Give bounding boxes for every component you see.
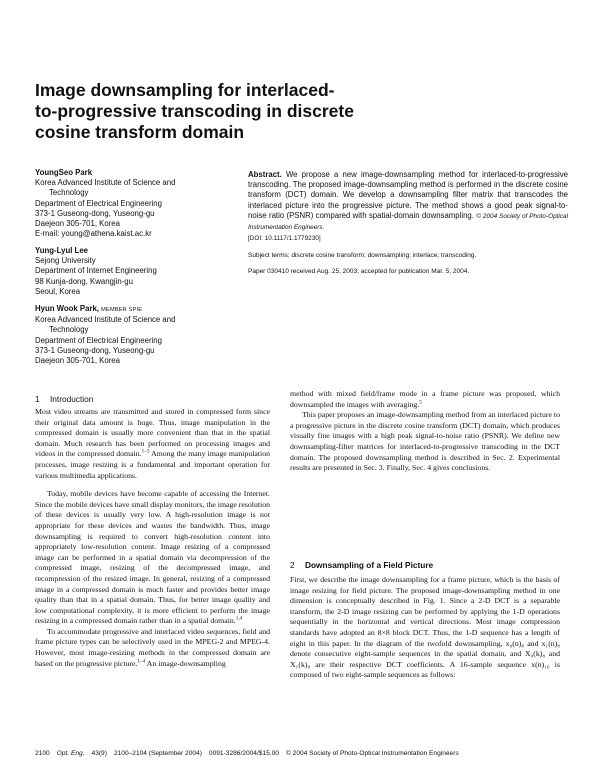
affiliation-line: Technology xyxy=(49,188,89,198)
author-block xyxy=(35,246,157,297)
issn: 0091-3286/2004/$15.00 xyxy=(208,750,279,757)
paper-title xyxy=(35,80,365,143)
paragraph: method with mixed field/frame mode in a frame picture was proposed, which downsampled the images with averaging.$^5$ xyxy=(290,389,560,409)
affiliation-line: Daejeon 305-701, Korea xyxy=(35,219,120,229)
section-heading xyxy=(290,560,433,570)
paragraph: This paper proposes an image-downsampling method from an interlaced picture to a progressive picture in the discrete cosine transform (DCT) domain, which produces visually fine images with a high peak signal-to-noise ratio (PSNR). We define new downsampling-filter matrices for interlaced-to-progressive transcoding in the DCT domain. The proposed downsampling method is described in Sec. 2. Experimental results are presented in Sec. 3. Finally, Sec. 4 gives conclusions. xyxy=(290,410,560,473)
affiliation-line: Korea Advanced Institute of Science and xyxy=(35,315,176,325)
affiliation-line: Technology xyxy=(49,325,89,335)
column-right-body xyxy=(290,389,560,474)
affiliation-line: 98 Kunja-dong, Kwangjin-gu xyxy=(35,276,133,286)
affiliation-line: Department of Electrical Engineering xyxy=(35,335,162,345)
section-number: 1 xyxy=(35,394,40,404)
abstract-label: Abstract. xyxy=(248,170,282,179)
column-left-body xyxy=(35,407,270,669)
author-block xyxy=(35,304,175,366)
paragraph: Most video streams are transmitted and stored in compressed form since their original data amount is huge. Thus, image manipulation in the compressed domain is usually more convenient than that in the spatial domain. Much research has been performed on processing images and videos in the compressed domain.$^{1-3}$ Among the many image manipulation processes, image resizing is a fundamental and important operation for various multimedia applications. xyxy=(35,407,270,480)
affiliation-line: Department of Electrical Engineering xyxy=(35,198,162,208)
affiliation-line: Seoul, Korea xyxy=(35,286,81,296)
journal-name: Opt. Eng. xyxy=(56,750,85,757)
author-name: YoungSeo Park xyxy=(35,168,93,177)
doi: [DOI: 10.1117/1.1779230] xyxy=(248,235,321,243)
affiliation-line: 373-1 Guseong-dong, Yuseong-gu xyxy=(35,208,155,218)
author-email: E-mail: young@athena.kaist.ac.kr xyxy=(35,229,152,239)
title-line: cosine transform domain xyxy=(35,122,245,142)
member-badge: MEMBER SPIE xyxy=(101,307,143,313)
title-line: Image downsampling for interlaced- xyxy=(35,80,335,100)
page-footer xyxy=(35,750,466,757)
title-line: to-progressive transcoding in discrete xyxy=(35,101,354,121)
abstract-text: We propose a new image-downsampling method for interlaced-to-progressive transcoding. The proposed image-downsampling method is performed in the discrete cosine transform (DCT) domain. We develop a downsampling filter matrix that transcodes the interlaced picture into the progressive picture. The method shows a good peak signal-to-noise ratio (PSNR) compared with spatial-domain downsampling. xyxy=(248,170,568,220)
subject-terms: Subject terms: discrete cosine transform; downsampling; interlace; transcoding. xyxy=(248,252,477,259)
paragraph: To accommodate progressive and interlaced video sequences, field and frame picture types can be selectively used in the MPEG-2 and MPEG-4. However, most image-resizing methods in the compressed domain are based on the progressive picture.$^{1-4}$ An image-downsampling xyxy=(35,626,270,668)
affiliation-line: Korea Advanced Institute of Science and xyxy=(35,178,176,188)
abstract-copyright: © 2004 Society of Photo-Optical Instrumentation Engineers. xyxy=(248,212,568,232)
paragraph: First, we describe the image downsampling for a frame picture, which is the basis of image resizing for field picture. The proposed image-downsampling method in one dimension is conceptually described in Fig. 1. Since a 2-D DCT is a separable transform, the 2-D image resizing can be performed by applying the 1-D operations sequentially in the horizontal and vertical directions. Most image compression standards have adopted an 8×8 block DCT. Thus, the 1-D sequence has a length of eight in this paper. In the diagram of the twofold downsampling, x₀(n)₈ and x₁(n)₈ denote consecutive eight-sample sequences in the spatial domain, and X₀(k)₈ and X₁(k)₈ are their respective DCT coefficients. A 16-sample sequence x(n)₁₆ is composed of two eight-sample sequences as follows: xyxy=(290,575,560,680)
footer-copyright: © 2004 Society of Photo-Optical Instrumentation Engineers xyxy=(285,750,459,757)
received-date: Paper 030410 received Aug. 25, 2003; accepted for publication Mar. 5, 2004. xyxy=(248,268,470,275)
abstract xyxy=(248,170,568,244)
affiliation-line: Department of Internet Engineering xyxy=(35,266,157,276)
affiliation-line: 373-1 Guseong-dong, Yuseong-gu xyxy=(35,345,155,355)
page-number: 2100 xyxy=(35,750,50,757)
volume: 43(9) xyxy=(91,750,107,757)
author-name: Hyun Wook Park, xyxy=(35,304,99,313)
section-title: Introduction xyxy=(50,394,94,404)
author-name: Yung-Lyul Lee xyxy=(35,246,88,255)
affiliation-line: Sejong University xyxy=(35,256,96,266)
author-block xyxy=(35,168,175,239)
section-title: Downsampling of a Field Picture xyxy=(305,560,434,570)
affiliation-line: Daejeon 305-701, Korea xyxy=(35,356,120,366)
paragraph: Today, mobile devices have become capable of accessing the Internet. Since the mobile devices have small display monitors, the image resolution of these devices is usually very low. A high-resolution image is not appropriate for these devices and wastes the bandwidth. Thus, image downsampling is required to convert high-resolution content into appropriately low-resolution content. Image resizing of a compressed image can be performed in a spatial domain via decompression of the compressed image, resizing of the decompressed image, and recompression of the resized image. In general, resizing of a compressed image in a compressed domain is much faster and provides better image quality than that in a spatial domain. Thus, for better image quality and low computational complexity, it is more efficient to perform the image resizing in a compressed domain rather than in a spatial domain.$^{1,4}$ xyxy=(35,489,270,626)
section2-body xyxy=(290,575,560,681)
section-number: 2 xyxy=(290,560,295,570)
section-heading xyxy=(35,394,93,404)
page-range: 2100–2104 (September 2004) xyxy=(113,750,202,757)
